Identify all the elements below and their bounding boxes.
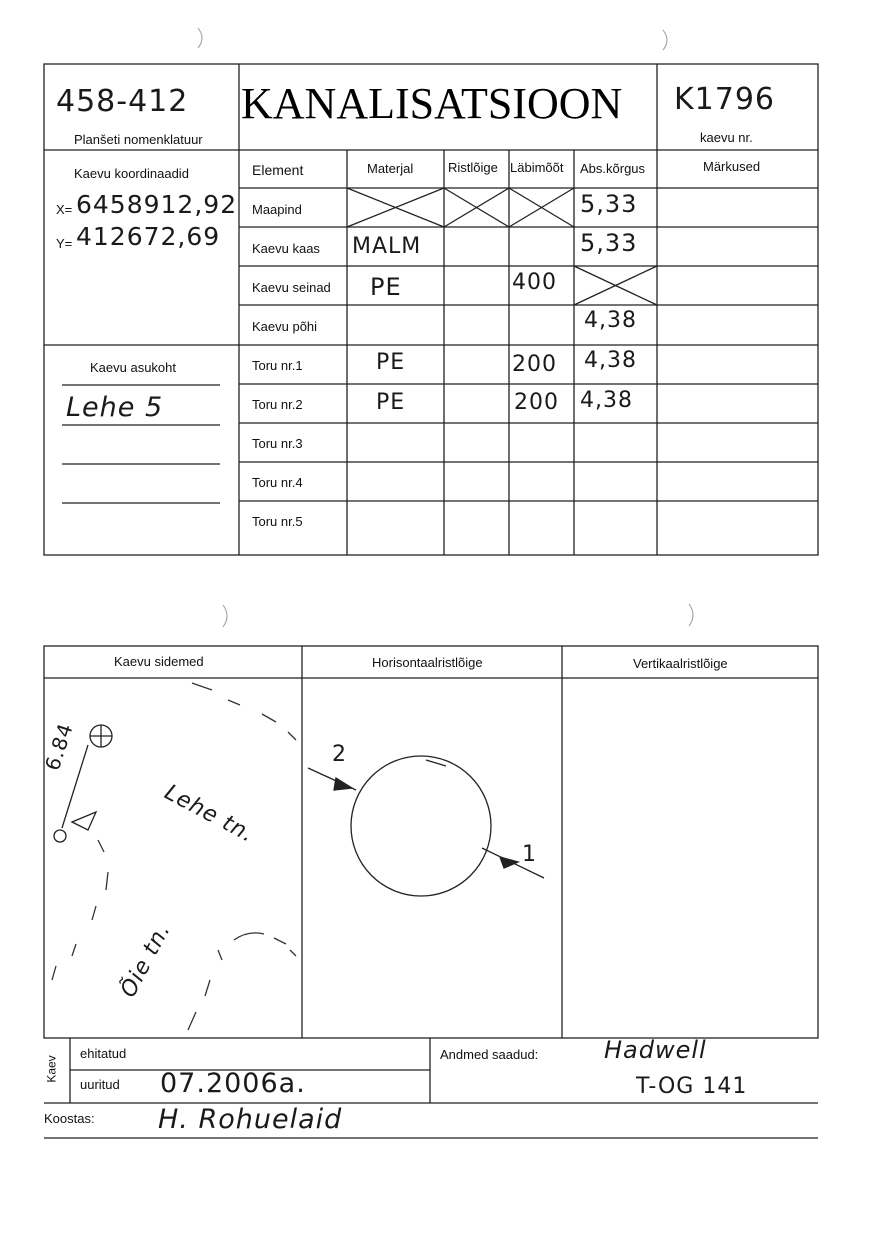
row-labimoot-toru-1: 200 xyxy=(512,352,557,377)
row-abs-maapind: 5,33 xyxy=(580,190,638,218)
row-materjal-kaevu-kaas: MALM xyxy=(352,234,422,259)
footer-andmed-value-1: Hadwell xyxy=(604,1036,707,1064)
col-header-ristloige: Ristlõige xyxy=(448,160,498,175)
page-title: KANALISATSIOON xyxy=(241,79,623,128)
coords-label: Kaevu koordinaadid xyxy=(74,166,189,181)
footer-uuritud-value: 07.2006a. xyxy=(160,1068,306,1099)
row-abs-toru-1: 4,38 xyxy=(584,348,637,373)
footer-andmed-label: Andmed saadud: xyxy=(440,1047,539,1062)
col-header-materjal: Materjal xyxy=(367,161,414,176)
row-labimoot-kaevu-seinad: 400 xyxy=(512,270,557,295)
row-element-maapind: Maapind xyxy=(252,202,302,217)
row-element-toru-2: Toru nr.2 xyxy=(252,397,303,412)
nomenclature-label: Planšeti nomenklatuur xyxy=(74,132,203,147)
sketch-pipe-1-label: 1 xyxy=(522,842,537,867)
location-value: Lehe 5 xyxy=(66,392,164,423)
row-abs-kaevu-kaas: 5,33 xyxy=(580,229,638,257)
sketch-col-kaevu-sidemed: Kaevu sidemed xyxy=(114,654,204,669)
footer-ehitatud-label: ehitatud xyxy=(80,1046,127,1061)
row-materjal-kaevu-seinad: PE xyxy=(370,273,402,301)
row-materjal-toru-2: PE xyxy=(376,390,406,415)
sketch-street-lehe: Lehe tn. xyxy=(160,780,259,849)
col-header-labimoot: Läbimõõt xyxy=(510,160,564,175)
row-element-toru-5: Toru nr.5 xyxy=(252,514,303,529)
col-header-element: Element xyxy=(252,162,304,178)
sketch-col-horisontaal: Horisontaalristlõige xyxy=(372,655,483,670)
row-abs-toru-2: 4,38 xyxy=(580,388,633,413)
footer-andmed-value-2: T-OG 141 xyxy=(636,1074,748,1099)
row-element-toru-1: Toru nr.1 xyxy=(252,358,303,373)
row-element-kaevu-kaas: Kaevu kaas xyxy=(252,241,320,256)
col-header-abs-korgus: Abs.kõrgus xyxy=(580,161,646,176)
footer-koostas-value: H. Rohuelaid xyxy=(158,1104,343,1135)
location-label: Kaevu asukoht xyxy=(90,360,177,375)
sketch-col-vertikaal: Vertikaalristlõige xyxy=(633,656,728,671)
y-prefix: Y= xyxy=(56,236,73,251)
footer-uuritud-label: uuritud xyxy=(80,1077,120,1092)
x-prefix: X= xyxy=(56,202,73,217)
row-element-kaevu-seinad: Kaevu seinad xyxy=(252,280,331,295)
row-element-toru-4: Toru nr.4 xyxy=(252,475,303,490)
col-header-markused: Märkused xyxy=(703,159,761,174)
well-number-label: kaevu nr. xyxy=(700,130,753,145)
y-value: 412672,69 xyxy=(76,222,221,251)
footer-koostas-label: Koostas: xyxy=(44,1111,95,1126)
row-abs-kaevu-pohi: 4,38 xyxy=(584,308,637,333)
sketch-pipe-2-label: 2 xyxy=(332,742,347,767)
row-labimoot-toru-2: 200 xyxy=(514,390,559,415)
row-element-kaevu-pohi: Kaevu põhi xyxy=(252,319,318,334)
footer-kaev-label: Kaev xyxy=(44,1055,59,1083)
row-element-toru-3: Toru nr.3 xyxy=(252,436,303,451)
nomenclature-value: 458-412 xyxy=(56,84,189,119)
sketch-street-oie: Õie tn. xyxy=(116,918,176,1002)
row-materjal-toru-1: PE xyxy=(376,350,406,375)
well-number-value: K1796 xyxy=(674,82,776,117)
x-value: 6458912,92 xyxy=(76,190,238,219)
sketch-distance-label: 6.84 xyxy=(40,719,78,774)
